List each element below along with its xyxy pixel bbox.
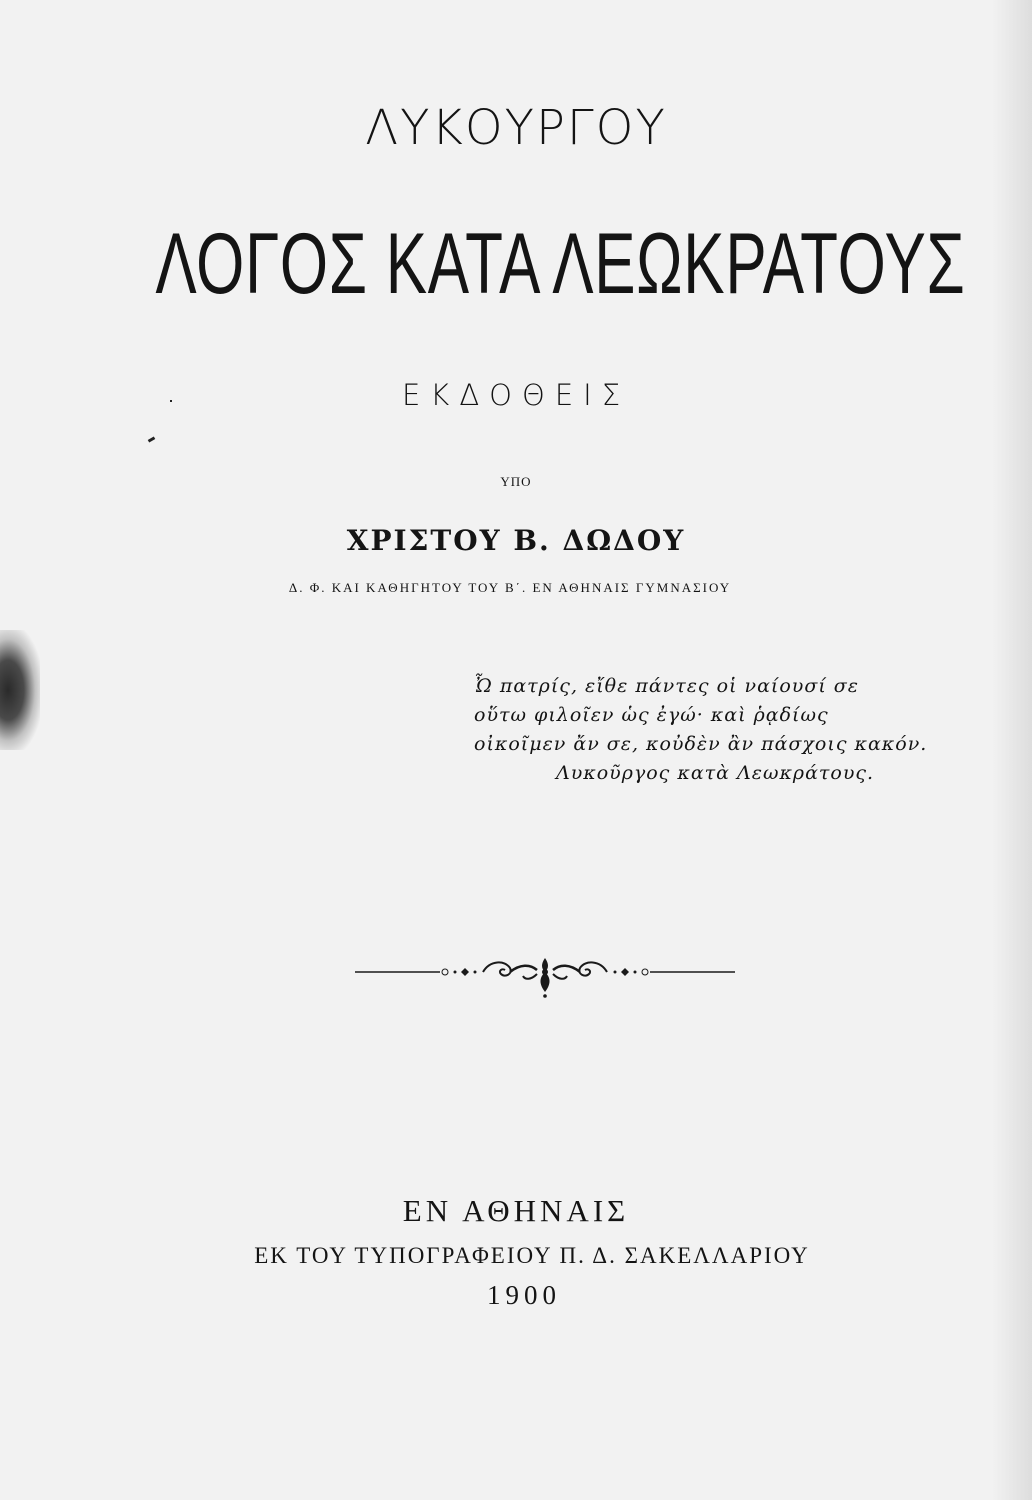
epigraph-line: Ὦ πατρίς, εἴθε πάντες οἱ ναίουσί σε [474,675,859,697]
by-label: ΥΠΟ [500,474,532,489]
ink-speck [148,436,156,442]
editor-credentials: Δ. Φ. ΚΑΙ ΚΑΘΗΓΗΤΟΥ ΤΟΥ Β΄. ΕΝ ΑΘΗΝΑΙΣ ΓΥΜΝΑΣΙΟΥ [288,580,732,595]
imprint-year: 1900 [487,1280,561,1310]
epigraph-line: οἰκοῖμεν ἄν σε, κοὐδὲν ἂν πάσχοις κακόν. [474,733,928,755]
epigraph-attribution: Λυκοῦργος κατὰ Λεωκράτους. [556,762,875,784]
ornament-divider [355,950,735,1000]
page-edge-shadow [992,0,1032,1500]
imprint-place: ΕΝ ΑΘΗΝΑΙΣ [402,1193,630,1228]
edited-label: ΕΚΔΟΘΕΙΣ [401,378,631,412]
imprint-printer: ΕΚ ΤΟΥ ΤΥΠΟΓΡΑΦΕΙΟΥ Π. Δ. ΣΑΚΕΛΛΑΡΙΟΥ [254,1243,810,1268]
author-heading: ΛΥΚΟΥΡΓΟΥ [365,100,667,156]
work-title: ΛΟΓΟΣ ΚΑΤΑ ΛΕΩΚΡΑΤΟΥΣ [155,216,966,312]
epigraph [474,672,927,788]
editor-name: ΧΡΙΣΤΟΥ Β. ΔΩΔΟΥ [346,524,686,557]
epigraph-line: οὕτω φιλοῖεν ὡς ἐγώ· καὶ ῥᾳδίως [474,704,829,726]
binding-stain [0,630,40,750]
